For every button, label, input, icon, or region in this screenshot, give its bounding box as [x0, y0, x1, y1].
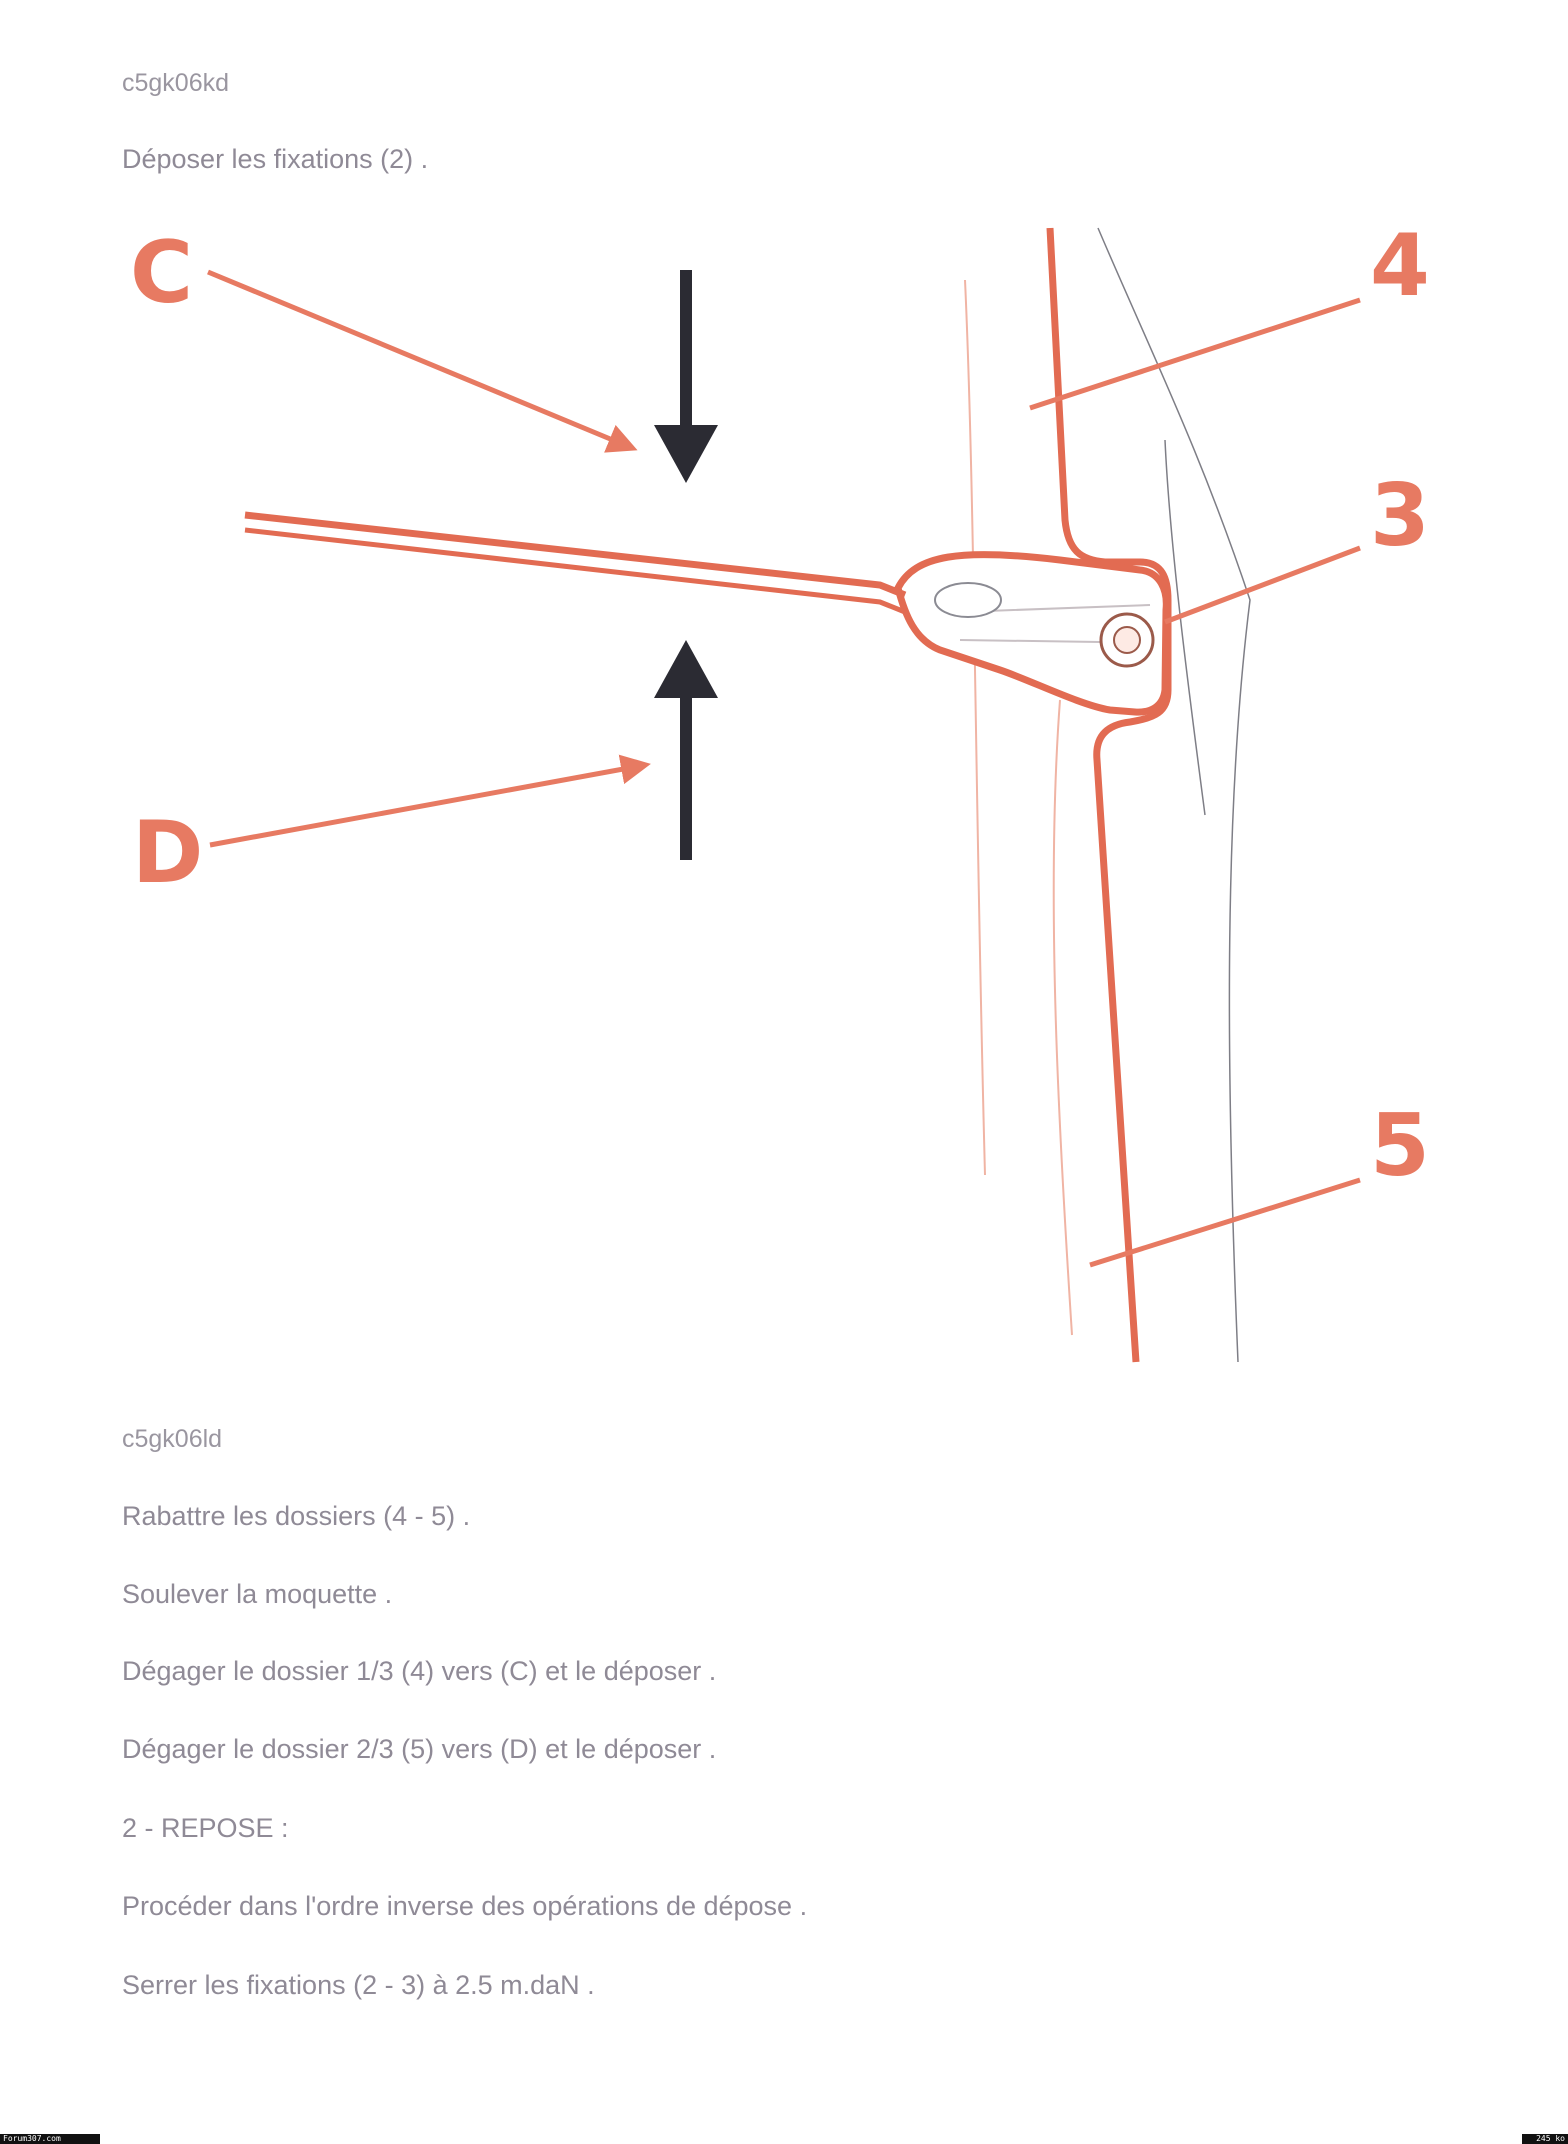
instruction-line: Dégager le dossier 1/3 (4) vers (C) et le déposer .: [122, 1656, 717, 1686]
instruction-line: Rabattre les dossiers (4 - 5) .: [122, 1501, 471, 1531]
seat-rail-lower: [245, 530, 905, 612]
footer-file-size: 245 ko: [1522, 2134, 1568, 2144]
seat-contour-thin-lower: [1054, 700, 1072, 1335]
pivot-hole: [935, 583, 1001, 617]
callout-d: D: [132, 803, 204, 903]
footer-site-tag: Forum307.com: [0, 2134, 100, 2144]
leader-3: [1165, 548, 1360, 622]
callout-c: C: [130, 223, 194, 323]
figure-reference-bottom: c5gk06ld: [122, 1425, 223, 1453]
instruction-remove-fixings: Déposer les fixations (2) .: [122, 144, 429, 174]
direction-arrow-down: [654, 640, 718, 860]
fixing-bolt-inner: [1114, 627, 1140, 653]
callout-5: 5: [1370, 1096, 1430, 1196]
instruction-line: Serrer les fixations (2 - 3) à 2.5 m.daN .: [122, 1970, 595, 2000]
leader-d: [210, 765, 645, 845]
instruction-line: Procéder dans l'ordre inverse des opérations de dépose .: [122, 1891, 808, 1921]
seat-contour-gray-outer: [1098, 228, 1250, 1362]
leader-5: [1090, 1180, 1360, 1265]
seat-contour-thin-left: [965, 280, 985, 1175]
instruction-line: Dégager le dossier 2/3 (5) vers (D) et le déposer .: [122, 1734, 717, 1764]
leader-4: [1030, 300, 1360, 408]
direction-arrow-up: [654, 270, 718, 483]
leader-c: [208, 272, 632, 448]
section-heading-repose: 2 - REPOSE :: [122, 1813, 289, 1843]
figure-reference-top: c5gk06kd: [122, 69, 230, 97]
instruction-line: Soulever la moquette .: [122, 1579, 393, 1609]
callout-3: 3: [1370, 466, 1430, 566]
seat-rail: [245, 515, 905, 595]
callout-4: 4: [1370, 216, 1430, 316]
